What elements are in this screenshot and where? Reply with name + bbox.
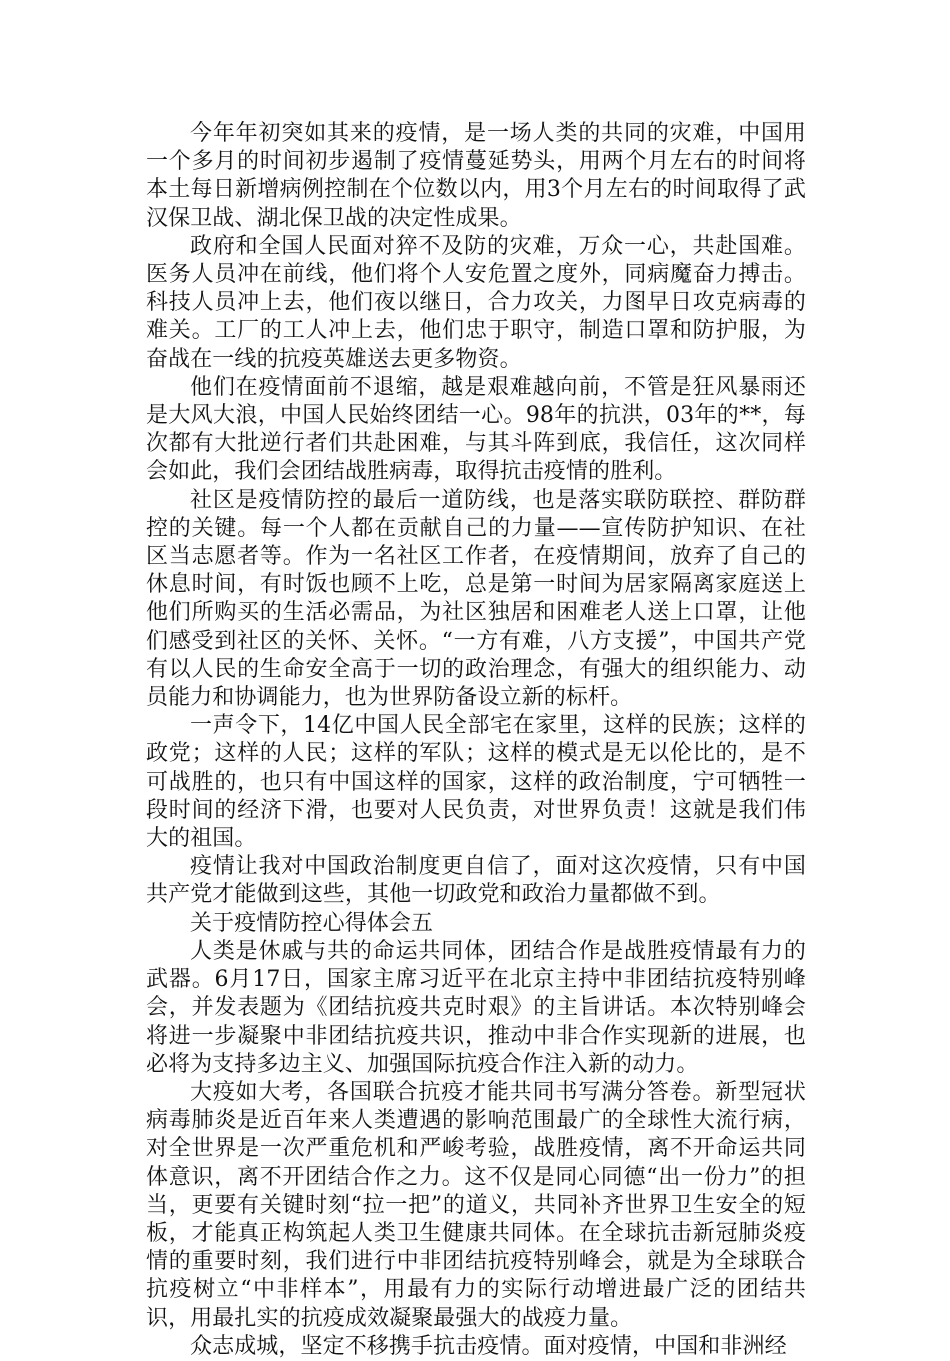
paragraph: 政府和全国人民面对猝不及防的灾难，万众一心，共赴国难。医务人员冲在前线，他们将个人安危置之度外，同病魔奋力搏击。科技人员冲上去，他们夜以继日，合力攻关，力图早日攻克病毒的难关。工厂的工人冲上去，他们忠于职守，制造口罩和防护服，为奋战在一线的抗疫英雄送去更多物资。 <box>146 233 806 372</box>
document-page <box>146 120 806 1361</box>
paragraph: 众志成城，坚定不移携手抗击疫情。面对疫情，中国和非洲经 <box>190 1333 787 1359</box>
paragraph: 今年年初突如其来的疫情，是一场人类的共同的灾难，中国用一个多月的时间初步遏制了疫情蔓延势头，用两个月左右的时间将本土每日新增病例控制在个位数以内，用3个月左右的时间取得了武汉保卫战、湖北保卫战的决定性成果。 <box>146 121 806 231</box>
paragraph: 一声令下，14亿中国人民全部宅在家里，这样的民族；这样的政党；这样的人民；这样的军队；这样的模式是无以伦比的，是不可战胜的，也只有中国这样的国家，这样的政治制度，宁可牺牲一段时间的经济下滑，也要对人民负责，对世界负责！这就是我们伟大的祖国。 <box>146 713 806 852</box>
paragraph: 他们在疫情面前不退缩，越是艰难越向前，不管是狂风暴雨还是大风大浪，中国人民始终团结一心。98年的抗洪，03年的**，每次都有大批逆行者们共赴困难，与其斗阵到底，我信任，这次同样会如此，我们会团结战胜病毒，取得抗击疫情的胜利。 <box>146 374 806 485</box>
paragraph: 疫情让我对中国政治制度更自信了，面对这次疫情，只有中国共产党才能做到这些，其他一切政党和政治力量都做不到。 <box>146 854 806 908</box>
paragraph: 社区是疫情防控的最后一道防线，也是落实联防联控、群防群控的关键。每一个人都在贡献自己的力量——宣传防护知识、在社区当志愿者等。作为一名社区工作者，在疫情期间，放弃了自己的休息时间，有时饭也顾不上吃，总是第一时间为居家隔离家庭送上他们所购买的生活必需品，为社区独居和困难老人送上口罩，让他们感受到社区的关怀、关怀。“一方有难，八方支援”，中国共产党有以人民的生命安全高于一切的政治理念，有强大的组织能力、动员能力和协调能力，也为世界防备设立新的标杆。 <box>146 487 806 711</box>
paragraph: 人类是休戚与共的命运共同体，团结合作是战胜疫情最有力的武器。6月17日，国家主席习近平在北京主持中非团结抗疫特别峰会，并发表题为《团结抗疫共克时艰》的主旨讲话。本次特别峰会将进一步凝聚中非团结抗疫共识，推动中非合作实现新的进展，也必将为支持多边主义、加强国际抗疫合作注入新的动力。 <box>146 938 806 1077</box>
paragraph: 大疫如大考，各国联合抗疫才能共同书写满分答卷。新型冠状病毒肺炎是近百年来人类遭遇的影响范围最广的全球性大流行病，对全世界是一次严重危机和严峻考验，战胜疫情，离不开命运共同体意识，离不开团结合作之力。这不仅是同心同德“出一份力”的担当，更要有关键时刻“拉一把”的道义，共同补齐世界卫生安全的短板，才能真正构筑起人类卫生健康共同体。在全球抗击新冠肺炎疫情的重要时刻，我们进行中非团结抗疫特别峰会，就是为全球联合抗疫树立“中非样本”，用最有力的实际行动增进最广泛的团结共识，用最扎实的抗疫成效凝聚最强大的战疫力量。 <box>146 1079 806 1331</box>
section-heading: 关于疫情防控心得体会五 <box>190 910 434 936</box>
